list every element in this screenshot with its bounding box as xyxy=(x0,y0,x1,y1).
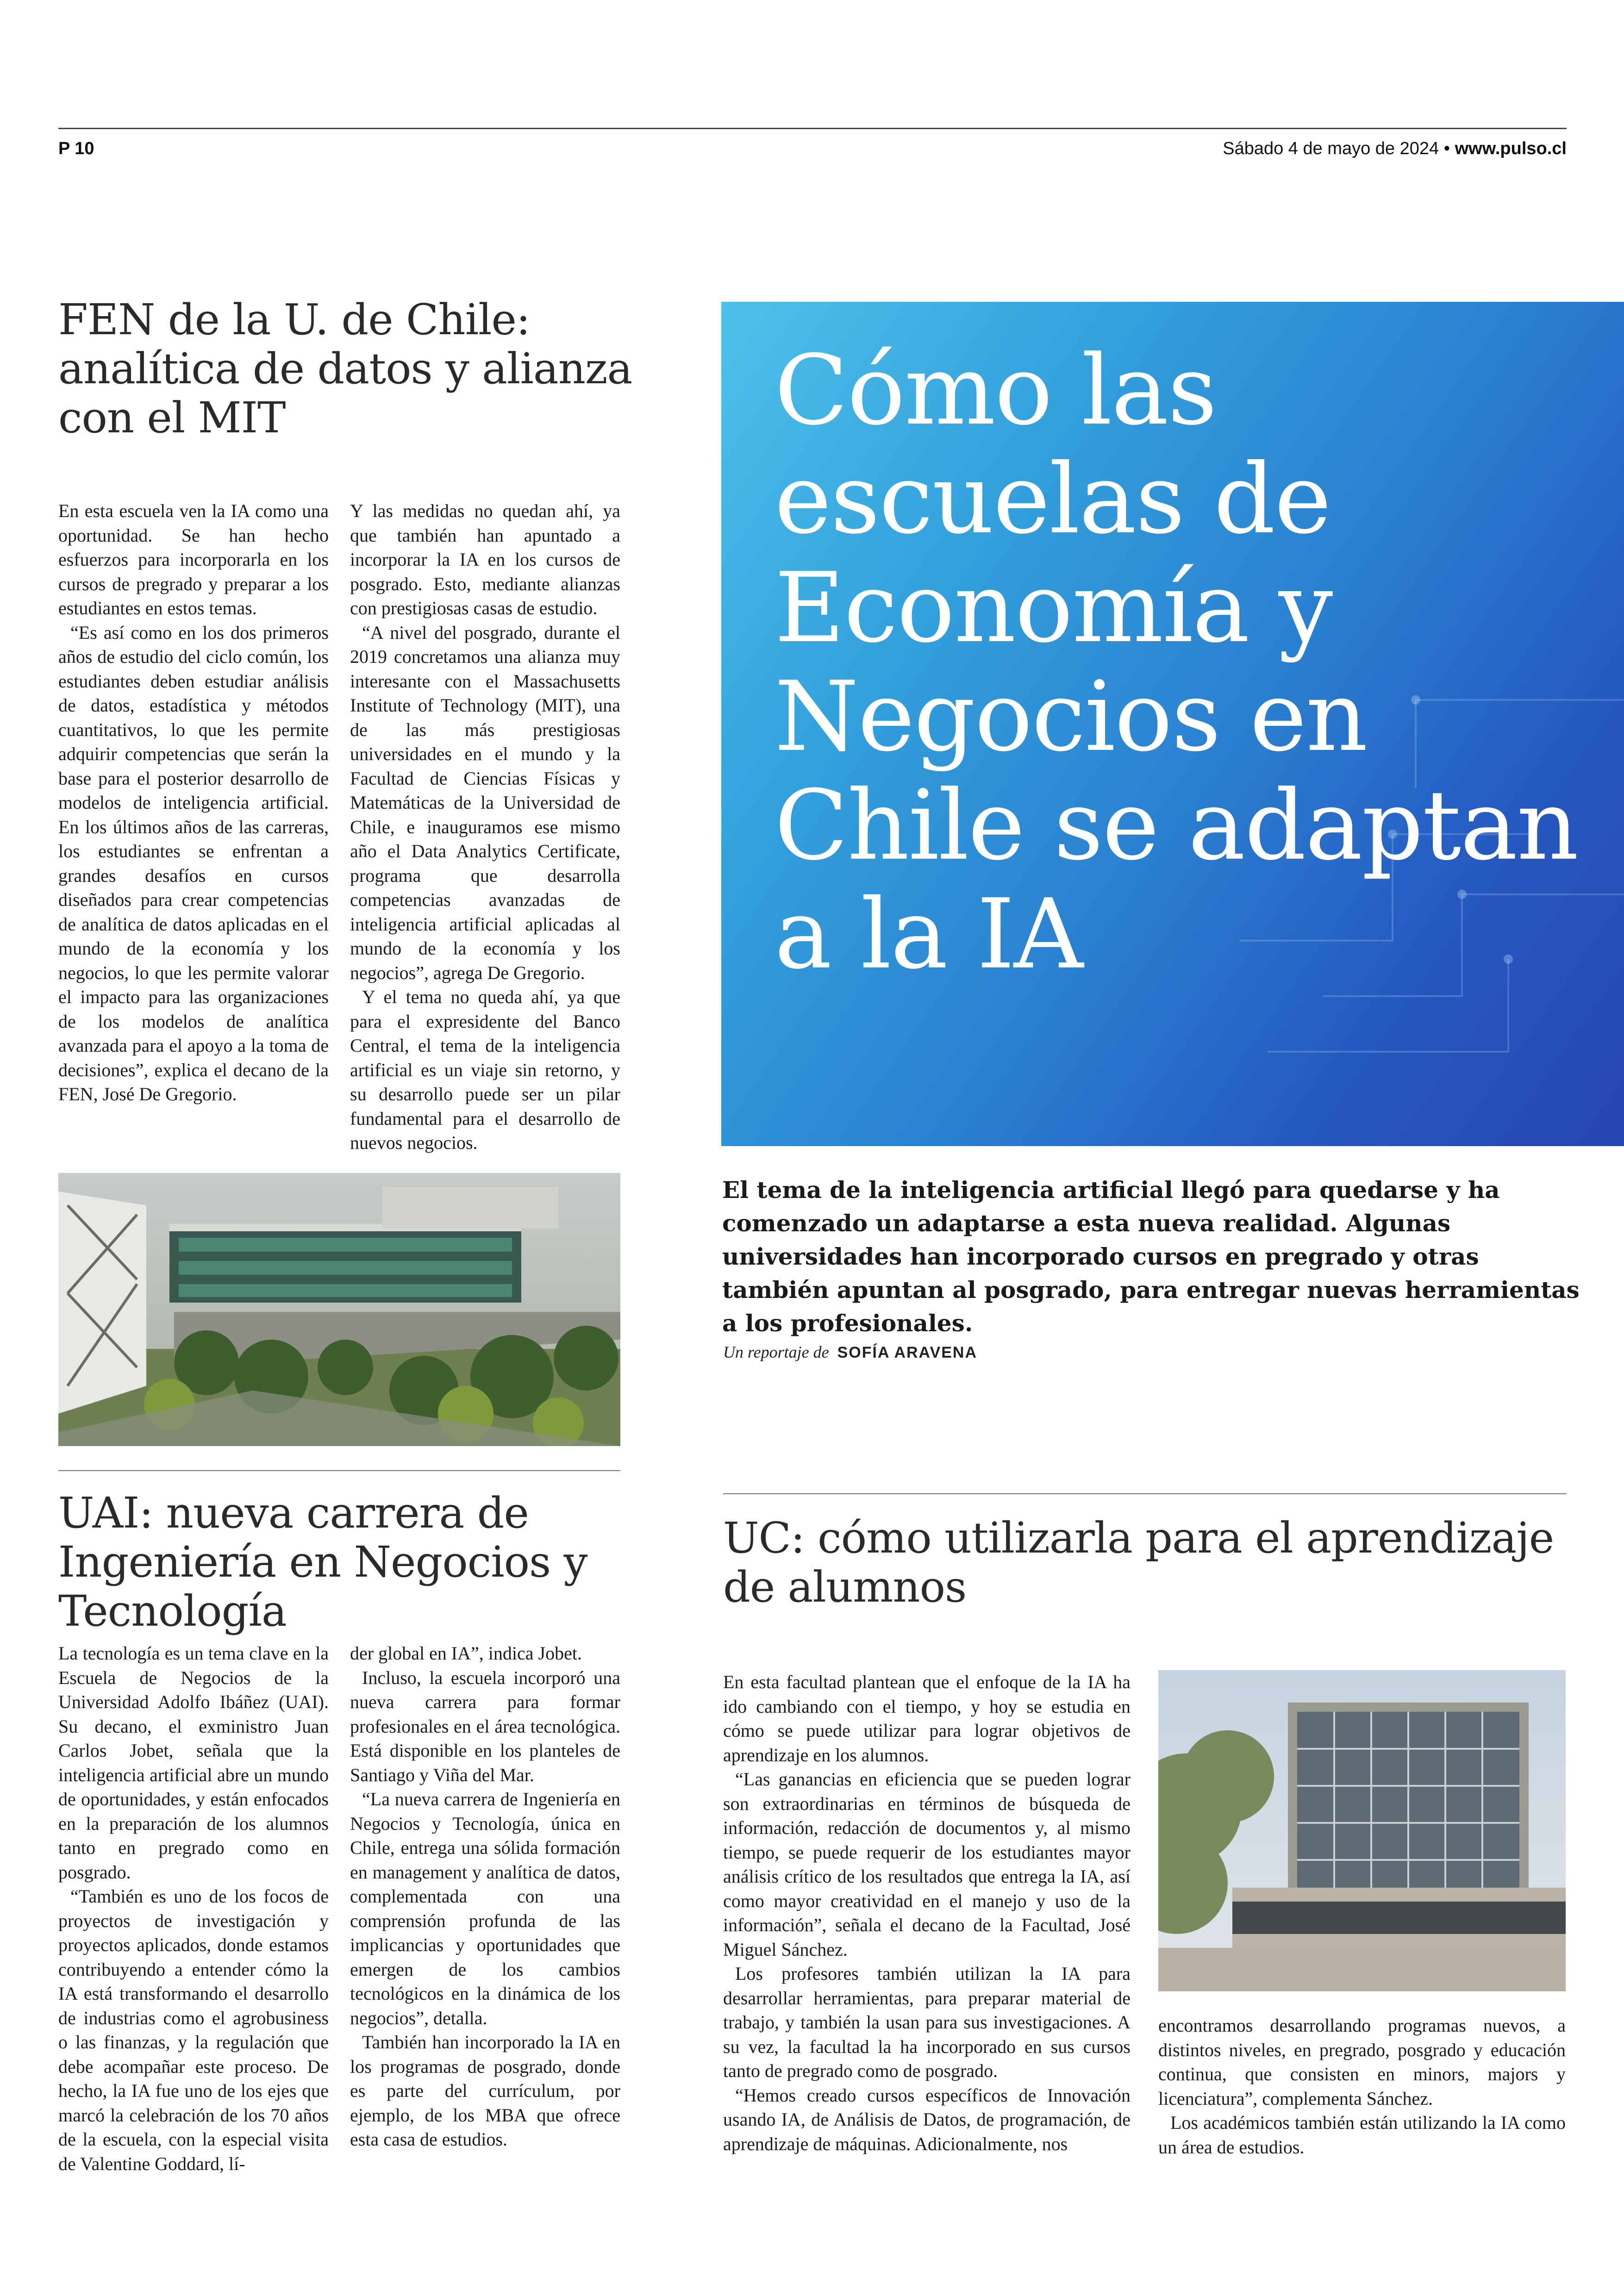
uc-paragraph: “Las ganancias en eficiencia que se pueden lograr son extraordinarias en términos de búsqueda de información, redacción de documentos y, al mismo tiempo, se puede requerir de los estudiantes mayor análisis crítico de los resultados que entrega la IA, así como mayor creatividad en el manejo y uso de la información”, señala el decano de la Facultad, José Miguel Sánchez. xyxy=(723,1769,1131,1960)
fen-paragraph: Y el tema no queda ahí, ya que para el expresidente del Banco Central, el tema de la inteligencia artificial es un viaje sin retorno, y su desarrollo puede ser un pilar fundamental para el desarrollo de nuevos negocios. xyxy=(350,986,620,1153)
fen-column-1 xyxy=(58,499,329,1107)
hero-banner xyxy=(721,302,1624,1146)
fen-headline: FEN de la U. de Chile: analítica de datos y alianza con el MIT xyxy=(58,295,632,443)
uai-column-1 xyxy=(58,1641,329,2176)
uc-building-photo xyxy=(1158,1670,1566,1991)
building-illustration xyxy=(1158,1670,1566,1991)
fen-paragraph: “Es así como en los dos primeros años de estudio del ciclo común, los estudiantes deben estudiar análisis de datos, estadística y métodos cuantitativos, lo que les permite adquirir competencias que serán la base para el posterior desarrollo de modelos de inteligencia artificial. En los últimos años de las carreras, los estudiantes se enfrentan a grandes desafíos en cursos diseñados para crear competencias de analítica de datos aplicadas en el mundo de la economía y los negocios, lo que les permite valorar el impacto para las organizaciones de los modelos de analítica avanzada para el apoyo a la toma de decisiones”, explica el decano de la FEN, José De Gregorio. xyxy=(58,622,329,1104)
uc-paragraph: Los profesores también utilizan la IA para desarrollar herramientas, para preparar material de trabajo, y también la usan para sus investigaciones. A su vez, la facultad la ha incorporado en sus cursos tanto de pregrado como de posgrado. xyxy=(723,1963,1131,2081)
header-date: Sábado 4 de mayo de 2024 • xyxy=(1223,139,1450,158)
uc-column-2 xyxy=(1158,2014,1566,2159)
uc-paragraph: encontramos desarrollando programas nuevos, a distintos niveles, en pregrado, posgrado y educación continua, que consisten en minors, majors y licenciatura”, complementa Sánchez. xyxy=(1158,2015,1566,2109)
fen-column-2 xyxy=(350,499,620,1155)
uai-paragraph: Incluso, la escuela incorporó una nueva carrera para formar profesionales en el área tecnológica. Está disponible en los planteles de Santiago y Viña del Mar. xyxy=(350,1667,620,1785)
uai-column-2 xyxy=(350,1641,620,2152)
section-divider xyxy=(723,1493,1567,1494)
uai-paragraph: “También es uno de los focos de proyectos de investigación y proyectos aplicados, donde estamos contribuyendo a entender cómo la IA está transformando el desarrollo de industrias como el agrobusiness o las finanzas, y la regulación que debe acompañar este proceso. De hecho, la IA fue uno de los ejes que marcó la celebración de los 70 años de la escuela, con la especial visita de Valentine Goddard, lí- xyxy=(58,1886,329,2174)
header-rule xyxy=(58,128,1567,129)
fen-paragraph: “A nivel del posgrado, durante el 2019 concretamos una alianza muy interesante con el Massachusetts Institute of Technology (MIT), una de las más prestigiosas universidades en el mundo y la Facultad de Ciencias Físicas y Matemáticas de la Universidad de Chile, e inauguramos ese mismo año el Data Analytics Certificate, programa que desarrolla competencias avanzadas de inteligencia artificial aplicadas al mundo de la economía y los negocios”, agrega De Gregorio. xyxy=(350,622,620,983)
byline xyxy=(723,1342,977,1362)
byline-prefix: Un reportaje de xyxy=(723,1343,829,1361)
uc-headline: UC: cómo utilizarla para el aprendizaje de alumnos xyxy=(723,1513,1554,1612)
header-website[interactable]: www.pulso.cl xyxy=(1455,139,1567,158)
uc-paragraph: Los académicos también están utilizando la IA como un área de estudios. xyxy=(1158,2112,1566,2158)
fen-paragraph: En esta escuela ven la IA como una oportunidad. Se han hecho esfuerzos para incorporarla en los cursos de pregrado y preparar a los estudiantes en estos temas. xyxy=(58,500,329,618)
uc-column-1 xyxy=(723,1670,1131,2156)
uc-paragraph: “Hemos creado cursos específicos de Innovación usando IA, de Análisis de Datos, de programación, de aprendizaje de máquinas. Adicionalmente, nos xyxy=(723,2084,1131,2154)
campus-illustration xyxy=(58,1173,620,1446)
hero-title: Cómo las escuelas de Economía y Negocios en Chile se adaptan a la IA xyxy=(775,335,1578,991)
uai-paragraph: der global en IA”, indica Jobet. xyxy=(350,1643,582,1664)
section-divider xyxy=(58,1470,620,1471)
fen-paragraph: Y las medidas no quedan ahí, ya que también han apuntado a incorporar la IA en los cursos de posgrado. Esto, mediante alianzas con prestigiosas casas de estudio. xyxy=(350,500,620,618)
page-number: P 10 xyxy=(58,139,94,158)
uai-paragraph: La tecnología es un tema clave en la Escuela de Negocios de la Universidad Adolfo Ibáñez (UAI). Su decano, el exministro Juan Carlos Jobet, señala que la inteligencia artificial abre un mundo de oportunidades, y están enfocados en la preparación de los alumnos tanto en pregrado como en posgrado. xyxy=(58,1643,329,1883)
byline-author: SOFÍA ARAVENA xyxy=(837,1344,978,1361)
fen-campus-photo xyxy=(58,1173,620,1446)
hero-lead: El tema de la inteligencia artificial llegó para quedarse y ha comenzado un adaptarse a esta nueva realidad. Algunas universidades han incorporado cursos en pregrado y otras también apuntan al posgrado, para entregar nuevas herramientas a los profesionales. xyxy=(722,1176,1580,1337)
uai-headline: UAI: nueva carrera de Ingeniería en Negocios y Tecnología xyxy=(58,1488,587,1636)
uai-paragraph: “La nueva carrera de Ingeniería en Negocios y Tecnología, única en Chile, entrega una sólida formación en management y analítica de datos, complementada con una comprensión profunda de las implicancias y oportunidades que emergen de los cambios tecnológicos en la dinámica de los negocios”, detalla. xyxy=(350,1789,620,2028)
uc-paragraph: En esta facultad plantean que el enfoque de la IA ha ido cambiando con el tiempo, y hoy se estudia en cómo se puede utilizar para lograr objetivos de aprendizaje en los alumnos. xyxy=(723,1671,1131,1765)
header-dateline xyxy=(1223,139,1567,159)
uai-paragraph: También han incorporado la IA en los programas de posgrado, donde es parte del currículum, por ejemplo, de los MBA que ofrece esta casa de estudios. xyxy=(350,2032,620,2150)
